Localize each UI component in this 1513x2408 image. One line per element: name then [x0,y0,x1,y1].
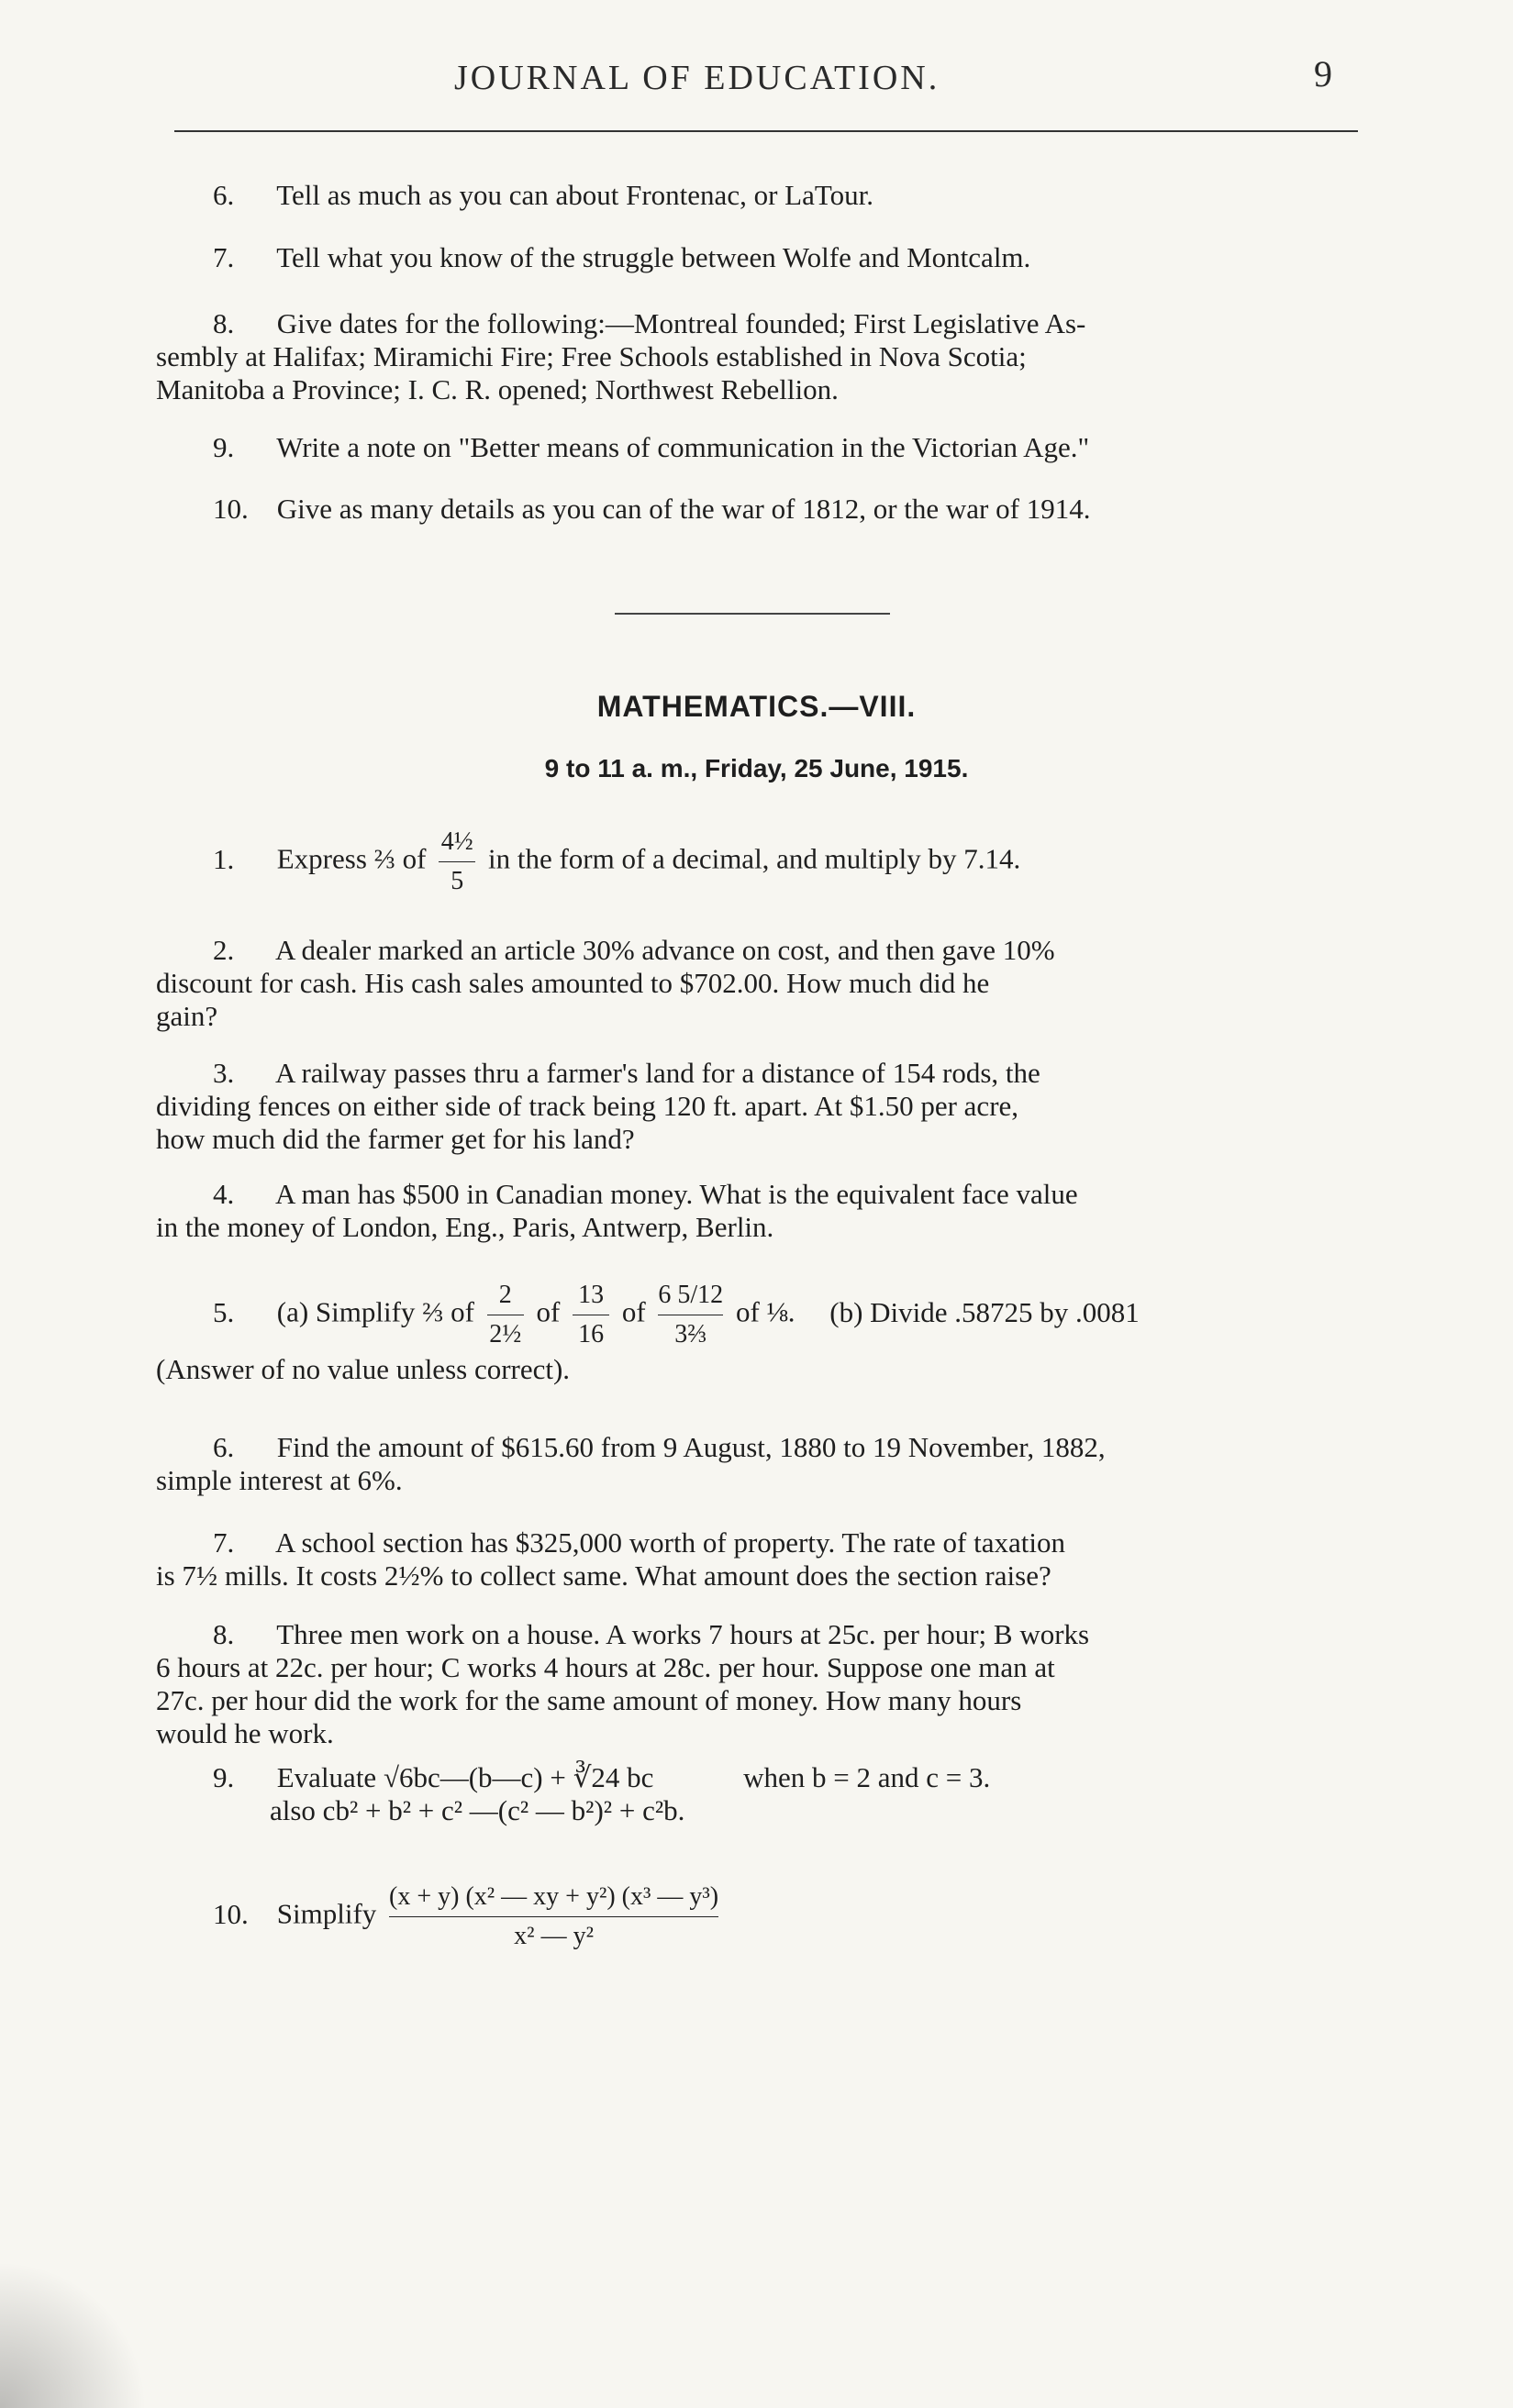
question-condition: when b = 2 and c = 3. [743,1761,991,1793]
question-text-line: also cb² + b² + c² —(c² — b²)² + c²b. [270,1794,685,1826]
fraction-denominator: x² — y² [514,1922,594,1950]
question-text: in the form of a decimal, and multiply by 7.14. [487,842,1021,875]
math-question-8 [156,1618,1367,1750]
history-question-8 [156,307,1367,406]
fraction [487,1277,524,1353]
question-text-line: Manitoba a Province; I. C. R. opened; Northwest Rebellion. [156,373,839,405]
question-number: 7. [213,1526,235,1559]
fraction-numerator: 4½ [440,827,473,856]
history-question-10 [156,493,1367,526]
question-text: Tell what you know of the struggle between Wolfe and Montcalm. [276,241,1031,273]
question-number: 8. [213,1618,235,1650]
question-text-line: A railway passes thru a farmer's land for a distance of 154 rods, the [275,1057,1040,1089]
question-number: 7. [213,241,235,273]
question-number: 9. [213,1761,235,1793]
question-text: (b) Divide .58725 by .0081 [829,1295,1140,1328]
exam-schedule: 9 to 11 a. m., Friday, 25 June, 1915. [544,754,969,782]
math-question-3 [156,1057,1367,1156]
question-number: 6. [213,1431,235,1463]
page-number: 9 [1314,53,1332,94]
fraction [439,824,475,900]
question-text-line: simple interest at 6%. [156,1464,403,1496]
question-text: Evaluate √6bc—(b—c) + ∛24 bc [276,1761,654,1793]
question-text: of [621,1295,646,1328]
question-text-line: A dealer marked an article 30% advance on cost, and then gave 10% [275,934,1055,966]
section-title: MATHEMATICS.—VIII. [596,690,917,723]
question-text: Simplify [276,1897,377,1930]
question-number: 9. [213,431,235,463]
header-rule [174,130,1358,132]
question-text-line: discount for cash. His cash sales amounted to $702.00. How much did he [156,967,990,999]
math-question-9 [156,1761,1367,1827]
question-text: (a) Simplify ⅔ of [276,1295,474,1328]
question-text: Give as many details as you can of the war of 1812, or the war of 1914. [276,493,1091,525]
question-text-line: Find the amount of $615.60 from 9 August, 1880 to 19 November, 1882, [276,1431,1106,1463]
question-number: 3. [213,1057,235,1089]
question-text-line: gain? [156,1000,218,1032]
math-question-1 [156,824,1367,900]
question-number: 5. [213,1295,235,1328]
fraction-denominator: 3⅔ [674,1320,707,1348]
fraction-numerator: 2 [498,1281,512,1309]
fraction-numerator: (x + y) (x² — xy + y²) (x³ — y³) [389,1882,719,1911]
question-text-line: 27c. per hour did the work for the same amount of money. How many hours [156,1684,1022,1716]
page-corner-shadow [0,2261,147,2408]
math-question-5 [156,1277,1367,1386]
question-number: 4. [213,1178,235,1210]
question-number: 6. [213,179,235,211]
section-divider [615,613,890,615]
question-text-line: Give dates for the following:—Montreal founded; First Legislative As- [276,307,1086,339]
fraction-bar [389,1916,718,1917]
question-text-line: 6 hours at 22c. per hour; C works 4 hours at 28c. per hour. Suppose one man at [156,1651,1055,1683]
math-question-6 [156,1431,1367,1497]
math-question-2 [156,934,1367,1033]
history-question-7 [156,241,1367,274]
question-number: 10. [213,493,249,525]
question-number: 2. [213,934,235,966]
question-text: of [536,1295,561,1328]
fraction [389,1879,718,1955]
question-text: Tell as much as you can about Frontenac, or LaTour. [276,179,873,211]
fraction [573,1277,609,1353]
question-text-line: dividing fences on either side of track being 120 ft. apart. At $1.50 per acre, [156,1090,1019,1122]
question-number: 8. [213,307,235,339]
math-question-4 [156,1178,1367,1244]
math-question-10 [156,1879,1367,1955]
question-text-line: sembly at Halifax; Miramichi Fire; Free Schools established in Nova Scotia; [156,340,1027,372]
fraction [658,1277,723,1353]
fraction-numerator: 6 5/12 [658,1281,724,1309]
fraction-denominator: 16 [578,1320,605,1348]
fraction-denominator: 5 [451,867,464,895]
question-text-line: would he work. [156,1717,334,1749]
history-question-9 [156,431,1367,464]
question-text-line: Three men work on a house. A works 7 hours at 25c. per hour; B works [276,1618,1090,1650]
page-header [165,50,1358,105]
question-text: of ⅛. [735,1295,795,1328]
question-text-line: in the money of London, Eng., Paris, Antwerp, Berlin. [156,1211,774,1243]
fraction-bar [439,861,475,862]
question-text-line: A man has $500 in Canadian money. What is the equivalent face value [275,1178,1078,1210]
question-number: 10. [213,1897,249,1930]
journal-title: JOURNAL OF EDUCATION. [454,59,940,97]
question-text-line: A school section has $325,000 worth of property. The rate of taxation [275,1526,1065,1559]
history-question-6 [156,179,1367,212]
question-number: 1. [213,842,235,875]
question-text: Write a note on "Better means of communication in the Victorian Age." [276,431,1090,463]
fraction-denominator: 2½ [489,1320,522,1348]
question-text-line: how much did the farmer get for his land? [156,1123,635,1155]
question-note: (Answer of no value unless correct). [156,1353,571,1385]
question-text-line: is 7½ mills. It costs 2½% to collect same. What amount does the section raise? [156,1559,1051,1592]
math-question-7 [156,1526,1367,1592]
fraction-numerator: 13 [578,1281,605,1309]
question-text: Express ⅔ of [276,842,427,875]
